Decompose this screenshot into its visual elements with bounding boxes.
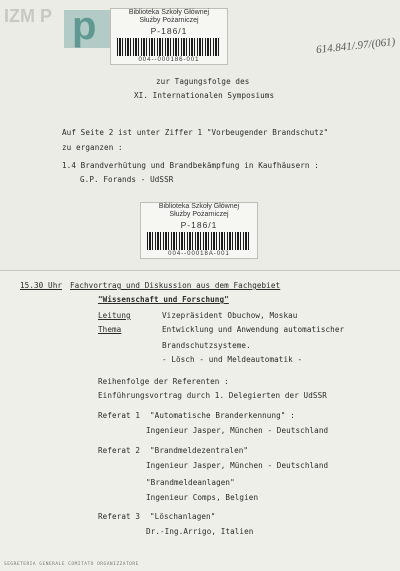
order-intro: Einführungsvortrag durch 1. Delegierten der UdSSR: [98, 391, 327, 400]
sticker-library-name: Biblioteka Szkoły Głównej: [158, 203, 240, 210]
referat-3-title: "Löschanlagen": [150, 512, 216, 521]
note-item: 1.4 Brandverhütung und Brandbekämpfung in Kaufhäusern :: [62, 161, 319, 170]
referat-3-speaker: Dr.-Ing.Arrigo, Italien: [146, 527, 254, 536]
referat-1-title: "Automatische Branderkennung" :: [150, 411, 295, 420]
handwritten-classification: 614.841/.97/(061): [315, 35, 396, 57]
footer-imprint: SEGRETERIA GENERALE COMITATO ORGANIZZATORE: [4, 562, 139, 567]
note-author: G.P. Forands - UdSSR: [80, 175, 174, 184]
referat-1-label: Referat 1: [98, 411, 141, 420]
sticker-library-name: Biblioteka Szkoły Głównej: [128, 9, 210, 16]
sticker-library-subname: Służby Pożarniczej: [139, 17, 199, 24]
referat-2-speaker: Ingenieur Jasper, München - Deutschland: [146, 461, 329, 470]
leitung-label: Leitung: [98, 311, 131, 320]
session-title-line-2: "Wissenschaft und Forschung": [98, 295, 229, 304]
referat-2b-speaker: Ingenieur Comps, Belgien: [146, 493, 259, 502]
header-line-2: XI. Internationalen Symposiums: [134, 91, 275, 100]
referat-2b-title: "Brandmeldeanlagen": [146, 478, 235, 487]
referat-2-title: "Brandmeldezentralen": [150, 446, 249, 455]
note-line-1: Auf Seite 2 ist unter Ziffer 1 "Vorbeugender Brandschutz": [62, 128, 329, 137]
referat-1-speaker: Ingenieur Jasper, München - Deutschland: [146, 426, 329, 435]
library-sticker-top: [110, 8, 228, 65]
library-sticker-middle: [140, 202, 258, 259]
referat-2-label: Referat 2: [98, 446, 141, 455]
order-heading: Reihenfolge der Referenten :: [98, 377, 229, 386]
stamp-letter: p: [72, 4, 97, 48]
ghost-print-text: IZM P: [4, 6, 52, 26]
barcode-number: 004--00018A-001: [168, 251, 230, 257]
thema-line-1: Entwicklung und Anwendung automatischer: [162, 325, 345, 334]
sticker-library-subname: Służby Pożarniczej: [169, 211, 229, 218]
barcode-number: 004--000186-001: [138, 57, 200, 63]
barcode-icon: [147, 232, 251, 250]
barcode-icon: [117, 38, 221, 56]
referat-3-label: Referat 3: [98, 512, 141, 521]
session-title-line-1: Fachvortrag und Diskussion aus dem Fachgebiet: [70, 281, 281, 290]
session-time: 15.30 Uhr: [20, 281, 63, 290]
leitung-value: Vizepräsident Obuchow, Moskau: [162, 311, 298, 320]
thema-line-3: - Lösch - und Meldeautomatik -: [162, 355, 303, 364]
thema-label: Thema: [98, 325, 122, 334]
sticker-signature: P-186/1: [180, 220, 218, 230]
sticker-signature: P-186/1: [150, 26, 188, 36]
thema-line-2: Brandschutzsysteme.: [162, 341, 251, 350]
note-line-2: zu erganzen :: [62, 143, 123, 152]
header-line-1: zur Tagungsfolge des: [156, 77, 250, 86]
